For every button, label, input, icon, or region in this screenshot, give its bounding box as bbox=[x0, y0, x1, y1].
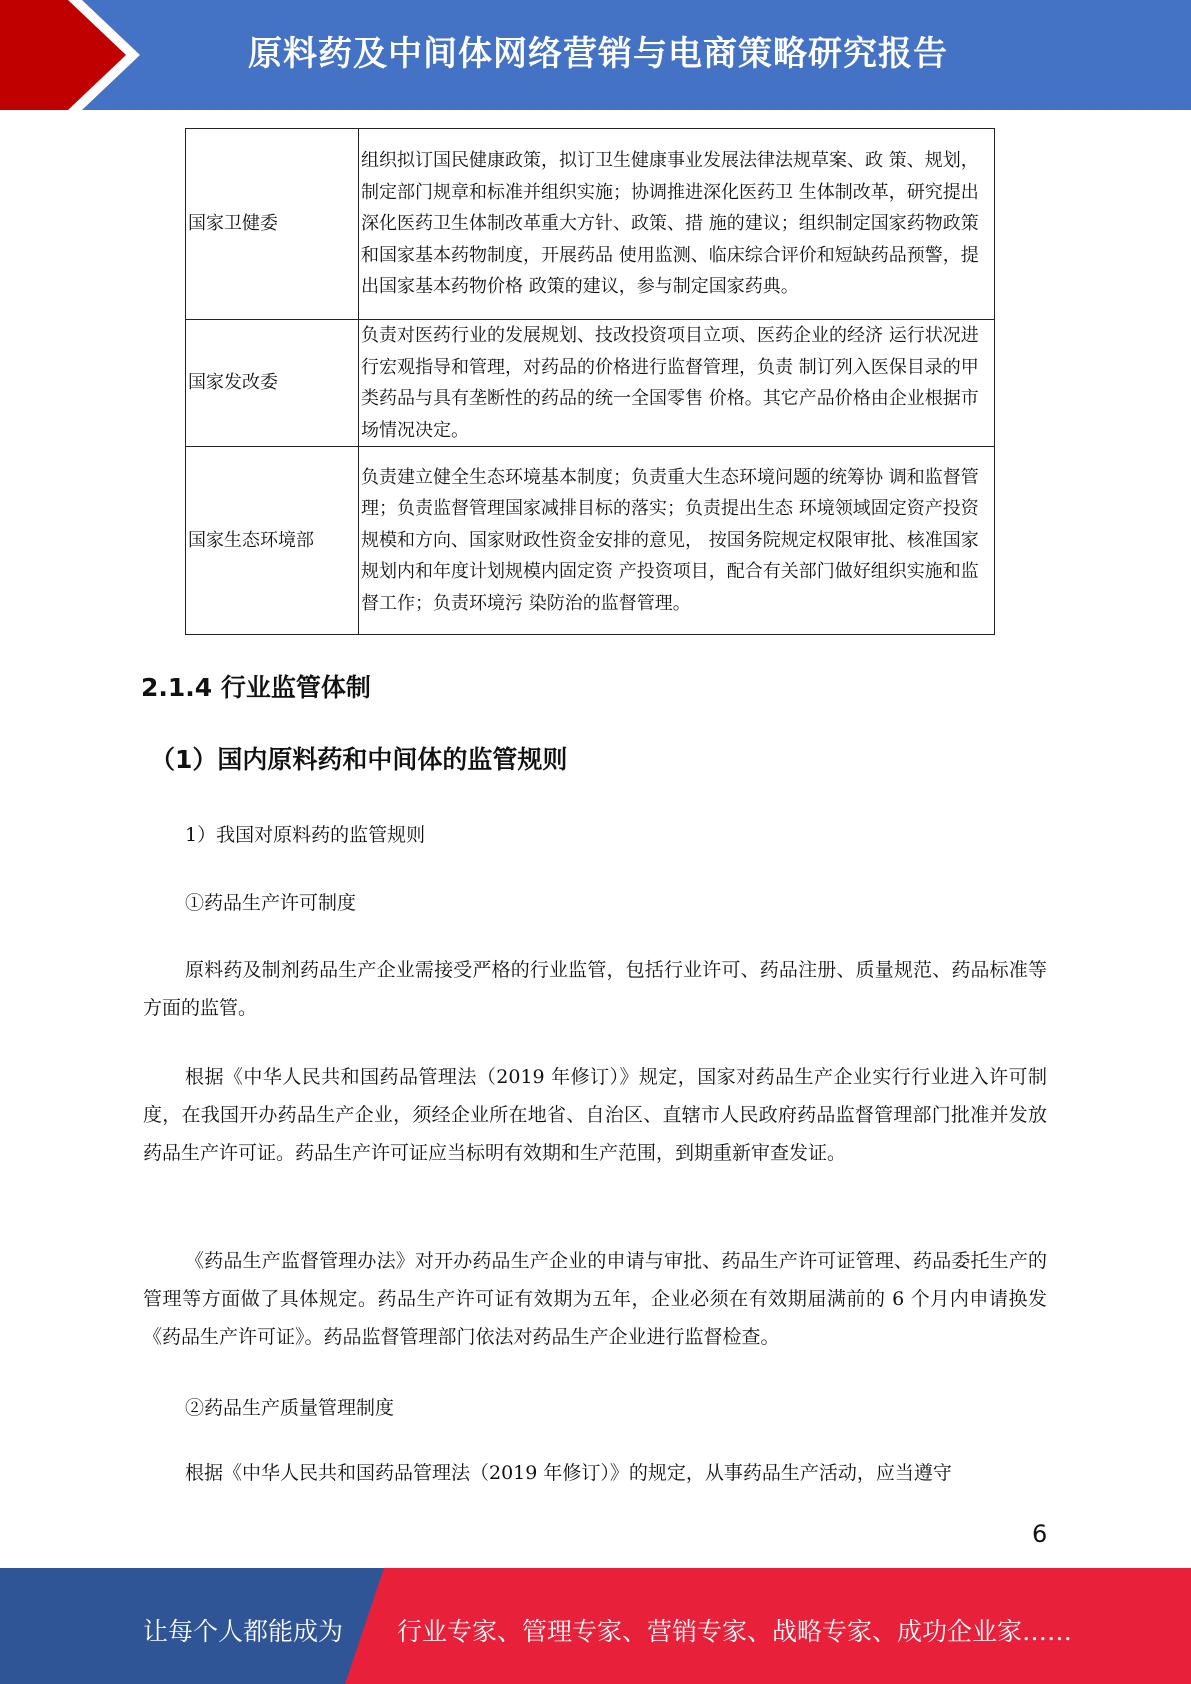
list-item: 1）我国对原料药的监管规则 bbox=[185, 824, 426, 846]
section-heading: 2.1.4 行业监管体制 bbox=[141, 673, 371, 702]
agency-name: 国家发改委 bbox=[186, 320, 359, 447]
agency-duties: 负责建立健全生态环境基本制度；负责重大生态环境问题的统筹协 调和监督管理；负责监督管理国家减排目标的落实；负责提出生态 环境领域固定资产投资规模和方向、国家财政性资金安排的意见， 按国务院规定权限审批、核准国家规划内和年度计划规模内固定资 产投资项目，配合有关部门做好组织实施和监督工作；负责环境污 染防治的监督管理。 bbox=[359, 447, 995, 635]
list-item: ①药品生产许可制度 bbox=[185, 892, 357, 914]
paragraph: 《药品生产监督管理办法》对开办药品生产企业的申请与审批、药品生产许可证管理、药品委托生产的管理等方面做了具体规定。药品生产许可证有效期为五年，企业必须在有效期届满前的 6 个月内申请换发《药品生产许可证》。药品监督管理部门依法对药品生产企业进行监督检查。 bbox=[143, 1250, 1047, 1348]
report-title: 原料药及中间体网络营销与电商策略研究报告 bbox=[248, 34, 948, 74]
list-item: ②药品生产质量管理制度 bbox=[185, 1397, 395, 1419]
page-header bbox=[0, 0, 1191, 110]
agency-duties: 组织拟订国民健康政策，拟订卫生健康事业发展法律法规草案、政 策、规划，制定部门规章和标准并组织实施；协调推进深化医药卫 生体制改革，研究提出深化医药卫生体制改革重大方针、政策、措 施的建议；组织制定国家药物政策和国家基本药物制度，开展药品 使用监测、临床综合评价和短缺药品预警，提出国家基本药物价格 政策的建议，参与制定国家药典。 bbox=[359, 129, 995, 320]
table-row bbox=[186, 320, 995, 447]
paragraph: 原料药及制剂药品生产企业需接受严格的行业监管，包括行业许可、药品注册、质量规范、药品标准等方面的监管。 bbox=[143, 959, 1047, 1019]
paragraph: 根据《中华人民共和国药品管理法（2019 年修订）》规定，国家对药品生产企业实行行业进入许可制度，在我国开办药品生产企业，须经企业所在地省、自治区、直辖市人民政府药品监督管理部门批准并发放药品生产许可证。药品生产许可证应当标明有效期和生产范围，到期重新审查发证。 bbox=[143, 1066, 1047, 1164]
agency-responsibility-table bbox=[185, 128, 995, 635]
footer-slogan-right: 行业专家、管理专家、营销专家、战略专家、成功企业家…… bbox=[397, 1617, 1073, 1646]
footer-slogan-left: 让每个人都能成为 bbox=[143, 1617, 344, 1646]
header-arrow-decoration bbox=[0, 0, 160, 110]
page-number: 6 bbox=[1032, 1520, 1048, 1548]
agency-name: 国家卫健委 bbox=[186, 129, 359, 320]
agency-duties: 负责对医药行业的发展规划、技改投资项目立项、医药企业的经济 运行状况进行宏观指导和管理，对药品的价格进行监督管理，负责 制订列入医保目录的甲类药品与具有垄断性的药品的统一全国零售 价格。其它产品价格由企业根据市场情况决定。 bbox=[359, 320, 995, 447]
table-row bbox=[186, 447, 995, 635]
agency-name: 国家生态环境部 bbox=[186, 447, 359, 635]
table-row bbox=[186, 129, 995, 320]
paragraph: 根据《中华人民共和国药品管理法（2019 年修订）》的规定，从事药品生产活动，应当遵守 bbox=[185, 1462, 952, 1484]
subsection-heading: （1）国内原料药和中间体的监管规则 bbox=[150, 745, 568, 774]
